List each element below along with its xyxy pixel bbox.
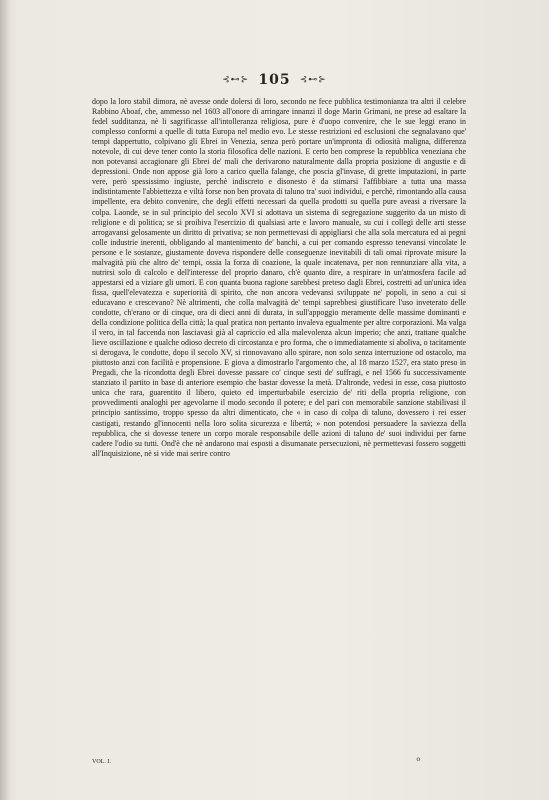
body-text: dopo la loro stabil dimora, nè avesse onde dolersi di loro, secondo ne fece pubblica testimonianza tra altri il celebre Rabbino Aboaf, che, ammesso nel 1603 all'onore di arringare innanzi il doge Marin Grimani, ne prese ad esaltare la fedel sudditanza, nè li sagrificasse all'intolleranza religiosa, pure è d'uopo convenire, che le sue leggi erano in complesso conformi a quelle di tutta Europa nel medio evo. Le stesse restrizioni ed esclusioni che segnalavano que' tempi dappertutto, colpivano gli Ebrei in Venezia, senza però portare un'impronta di odiosità maligna, differenza notevole, di cui deve tener conto la storia filosofica delle nazioni. E certo ben comprese la repubblica veneziana che non potevansi accagionare gli Ebrei de' mali che derivarono naturalmente dalla propria posizione di angustie e di depressioni. Onde non appose già loro a carico quella falange, che poscia gl'invase, di grette imputazioni, in parte vere, però spessissimo ingiuste, perchè indiscreto e disonesto è da stimarsi l'affibbiare a tutta una massa indistintamente l'abbiettezza e viltà forse non ben provata di taluno tra' suoi individui, e perchè, rimontando alla causa impellente, era debito convenire, che degli effetti necessari da quella prodotti su quella pure aveasi a riversare la colpa. Laonde, se in sul principio del secolo XVI si adottava un sistema di segregazione suggerito da un misto di religione e di politica; se si proibiva l'esercizio di qualsiasi arte e lavoro manuale, su cui i collegi delle arti stesse arrogavansi gelosamente un diritto di privativa; se non permettevasi di appigliarsi che alla sola mercatura ed ai pegni colle industrie inerenti, obbligando al mantenimento de' banchi, a cui per comando espresso tenevansi vincolate le persone e le sostanze, giustamente doveva rispondere delle conseguenze inevitabili di tali omai riprovate misure la malvagità più che altro de' tempi, ossia la forza di coazione, la quale incatenava, per non rennunziare alla vita, a nutrirsi solo di calcolo e dell'interesse del proprio danaro, ch'è quanto dire, a respirare in un'atmosfera facile ad appestarsi ed a viziare gli umori. E con quanta buona ragione sarebbesi preteso dagli Ebrei, costretti ad un'unica idea fissa, quell'elevatezza e superiorità di spirito, che non ancora vedevansi sviluppate ne' popoli, in seno a cui si educavano e crescevano? Nè altrimenti, che colla malvagità de' tempi saprebbesi giustificare l'uso inveterato delle condotte, ch'erano or di cinque, ora di dieci anni di durata, in sull'appoggio meramente delle massime dominanti e della condizione politica della città; la qual pratica non pertanto invaleva egualmente per altre corporazioni. Ma valga il vero, in tal faccenda non lasciavasi già al capriccio ed alla malevolenza alcun imperio; che anzi, trattane qualche lieve oscillazione e qualche odioso decreto di circostanza e pro forma, che o immediatamente si aboliva, o tacitamente si derogava, le condotte, dopo il secolo XV, si rinnovavano allo spirare, non solo senza interruzione od ostacolo, ma piuttosto anzi con facilità e propensione. E giova a dimostrarlo l'argomento che, al 18 marzo 1527, era stato preso in Pregadi, che la ricondotta degli Ebrei dovesse passare co' cinque sesti de' suffragi, e nel 1566 fu successivamente stanziato il partito in base di anteriore esempio che bastar dovesse la metà. D'altronde, vedesi in esse, cosa piuttosto unica che rara, guarentito il libero, quieto ed imperturbabile esercizio de' riti della propria religione, con provvedimenti analoghi per agevolarne il modo secondo il potere; e del pari con memorabile sanzione stabilivasi il principio santissimo, troppo spesso da altri dimenticato, che « in caso di colpa di taluno, dovessero i rei esser castigati, restando gl'innocenti nella loro solita sicurezza e libertà; » non potendosi persuadere la saviezza della repubblica, che si dovesse tenere un corpo morale responsabile delle azioni di taluno de' suoi individui per farne cadere l'odio su tutti. Ond'è che nè andarono mai esposti a disumanate persecuzioni, nè permettevasi fossero soggetti all'Inquisizione, nè si vide mai serire contro [92, 97, 466, 458]
page-number: 105 [258, 72, 291, 88]
volume-label: VOL. I. [92, 759, 111, 765]
header-ornament-right: ⊰⊷⊱ [299, 75, 327, 85]
signature-mark: o [416, 755, 420, 763]
page-gutter-shadow [0, 0, 10, 800]
header-ornament-left: ⊰⊷⊱ [222, 75, 250, 85]
page-footer [92, 755, 466, 765]
page-header [0, 72, 549, 88]
